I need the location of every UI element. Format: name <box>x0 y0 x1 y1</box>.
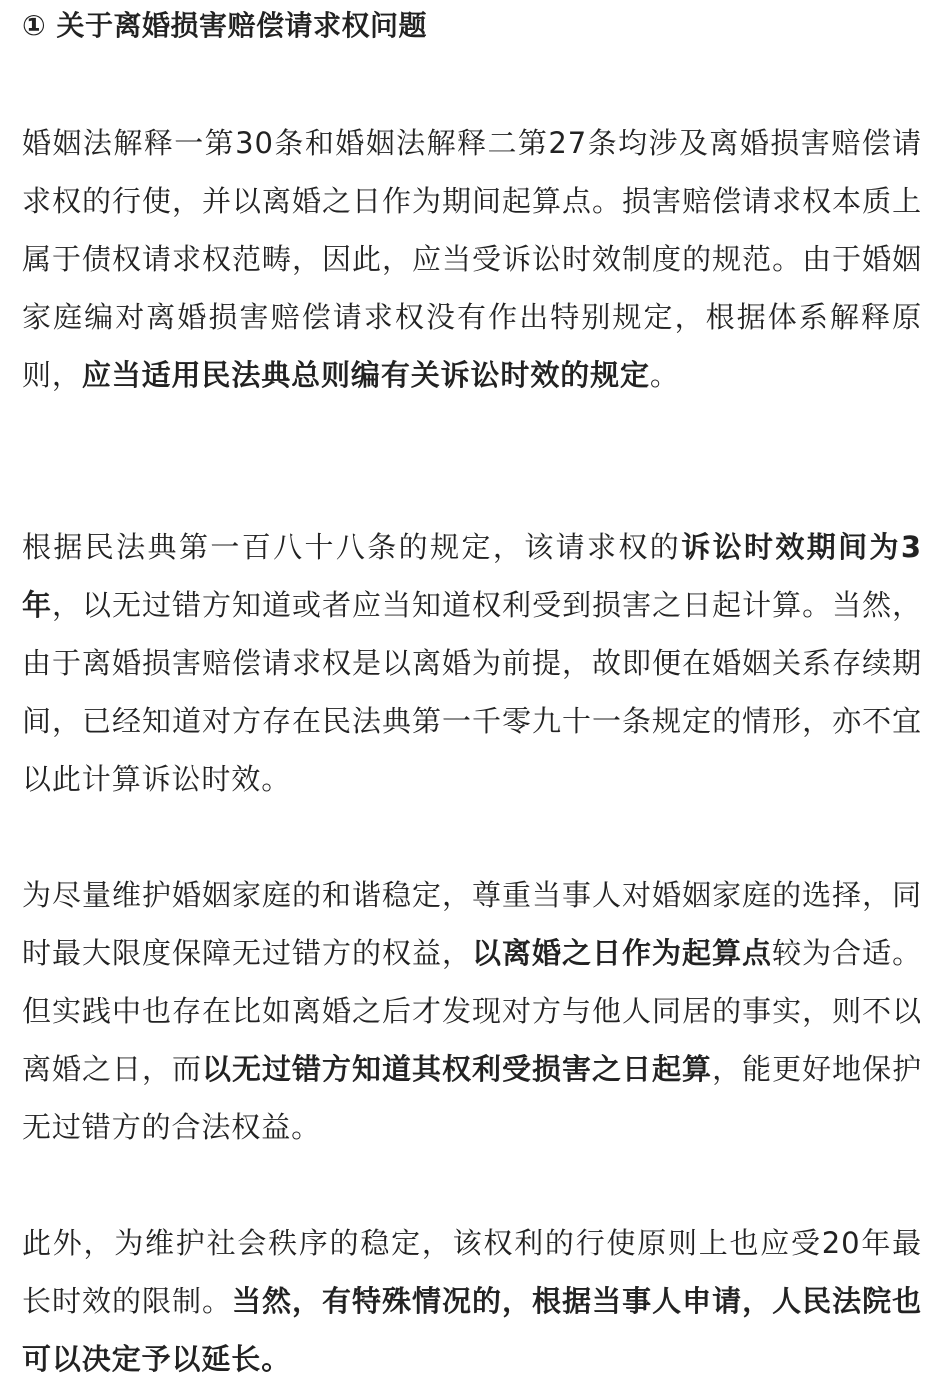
paragraph <box>22 114 922 404</box>
paragraph-text: 根据民法典第一百八十八条的规定，该请求权的 <box>22 530 682 564</box>
paragraph-emphasis: 应当适用民法典总则编有关诉讼时效的规定 <box>81 358 650 392</box>
paragraph-emphasis: 诉讼时效期间为3年 <box>22 530 922 622</box>
paragraph-text: ，能更好地保护无过错方的合法权益。 <box>22 1052 922 1144</box>
paragraph <box>22 518 922 808</box>
paragraph-emphasis: 以离婚之日作为起算点 <box>472 936 773 970</box>
paragraph-text: 较为合适。但实践中也存在比如离婚之后才发现对方与他人同居的事实，则不以离婚之日，而 <box>22 936 922 1086</box>
paragraph <box>22 866 922 1156</box>
paragraph-text: 此外，为维护社会秩序的稳定，该权利的行使原则上也应受20年最长时效的限制。 <box>22 1226 922 1318</box>
paragraph-text: 。 <box>649 358 680 392</box>
section-heading: ① 关于离婚损害赔偿请求权问题 <box>22 9 427 42</box>
paragraph-emphasis: 以无过错方知道其权利受损害之日起算 <box>202 1052 713 1086</box>
paragraph-text: 为尽量维护婚姻家庭的和谐稳定，尊重当事人对婚姻家庭的选择，同时最大限度保障无过错方的权益， <box>22 878 922 970</box>
paragraph-text: 婚姻法解释一第30条和婚姻法解释二第27条均涉及离婚损害赔偿请求权的行使，并以离婚之日作为期间起算点。损害赔偿请求权本质上属于债权请求权范畴，因此，应当受诉讼时效制度的规范。由于婚姻家庭编对离婚损害赔偿请求权没有作出特别规定，根据体系解释原则， <box>22 126 922 392</box>
paragraph <box>22 1214 922 1388</box>
paragraph-emphasis: 当然，有特殊情况的，根据当事人申请，人民法院也可以决定予以延长。 <box>22 1284 922 1376</box>
paragraph-text: ，以无过错方知道或者应当知道权利受到损害之日起计算。当然，由于离婚损害赔偿请求权是以离婚为前提，故即便在婚姻关系存续期间，已经知道对方存在民法典第一千零九十一条规定的情形，亦不宜以此计算诉讼时效。 <box>22 588 922 796</box>
